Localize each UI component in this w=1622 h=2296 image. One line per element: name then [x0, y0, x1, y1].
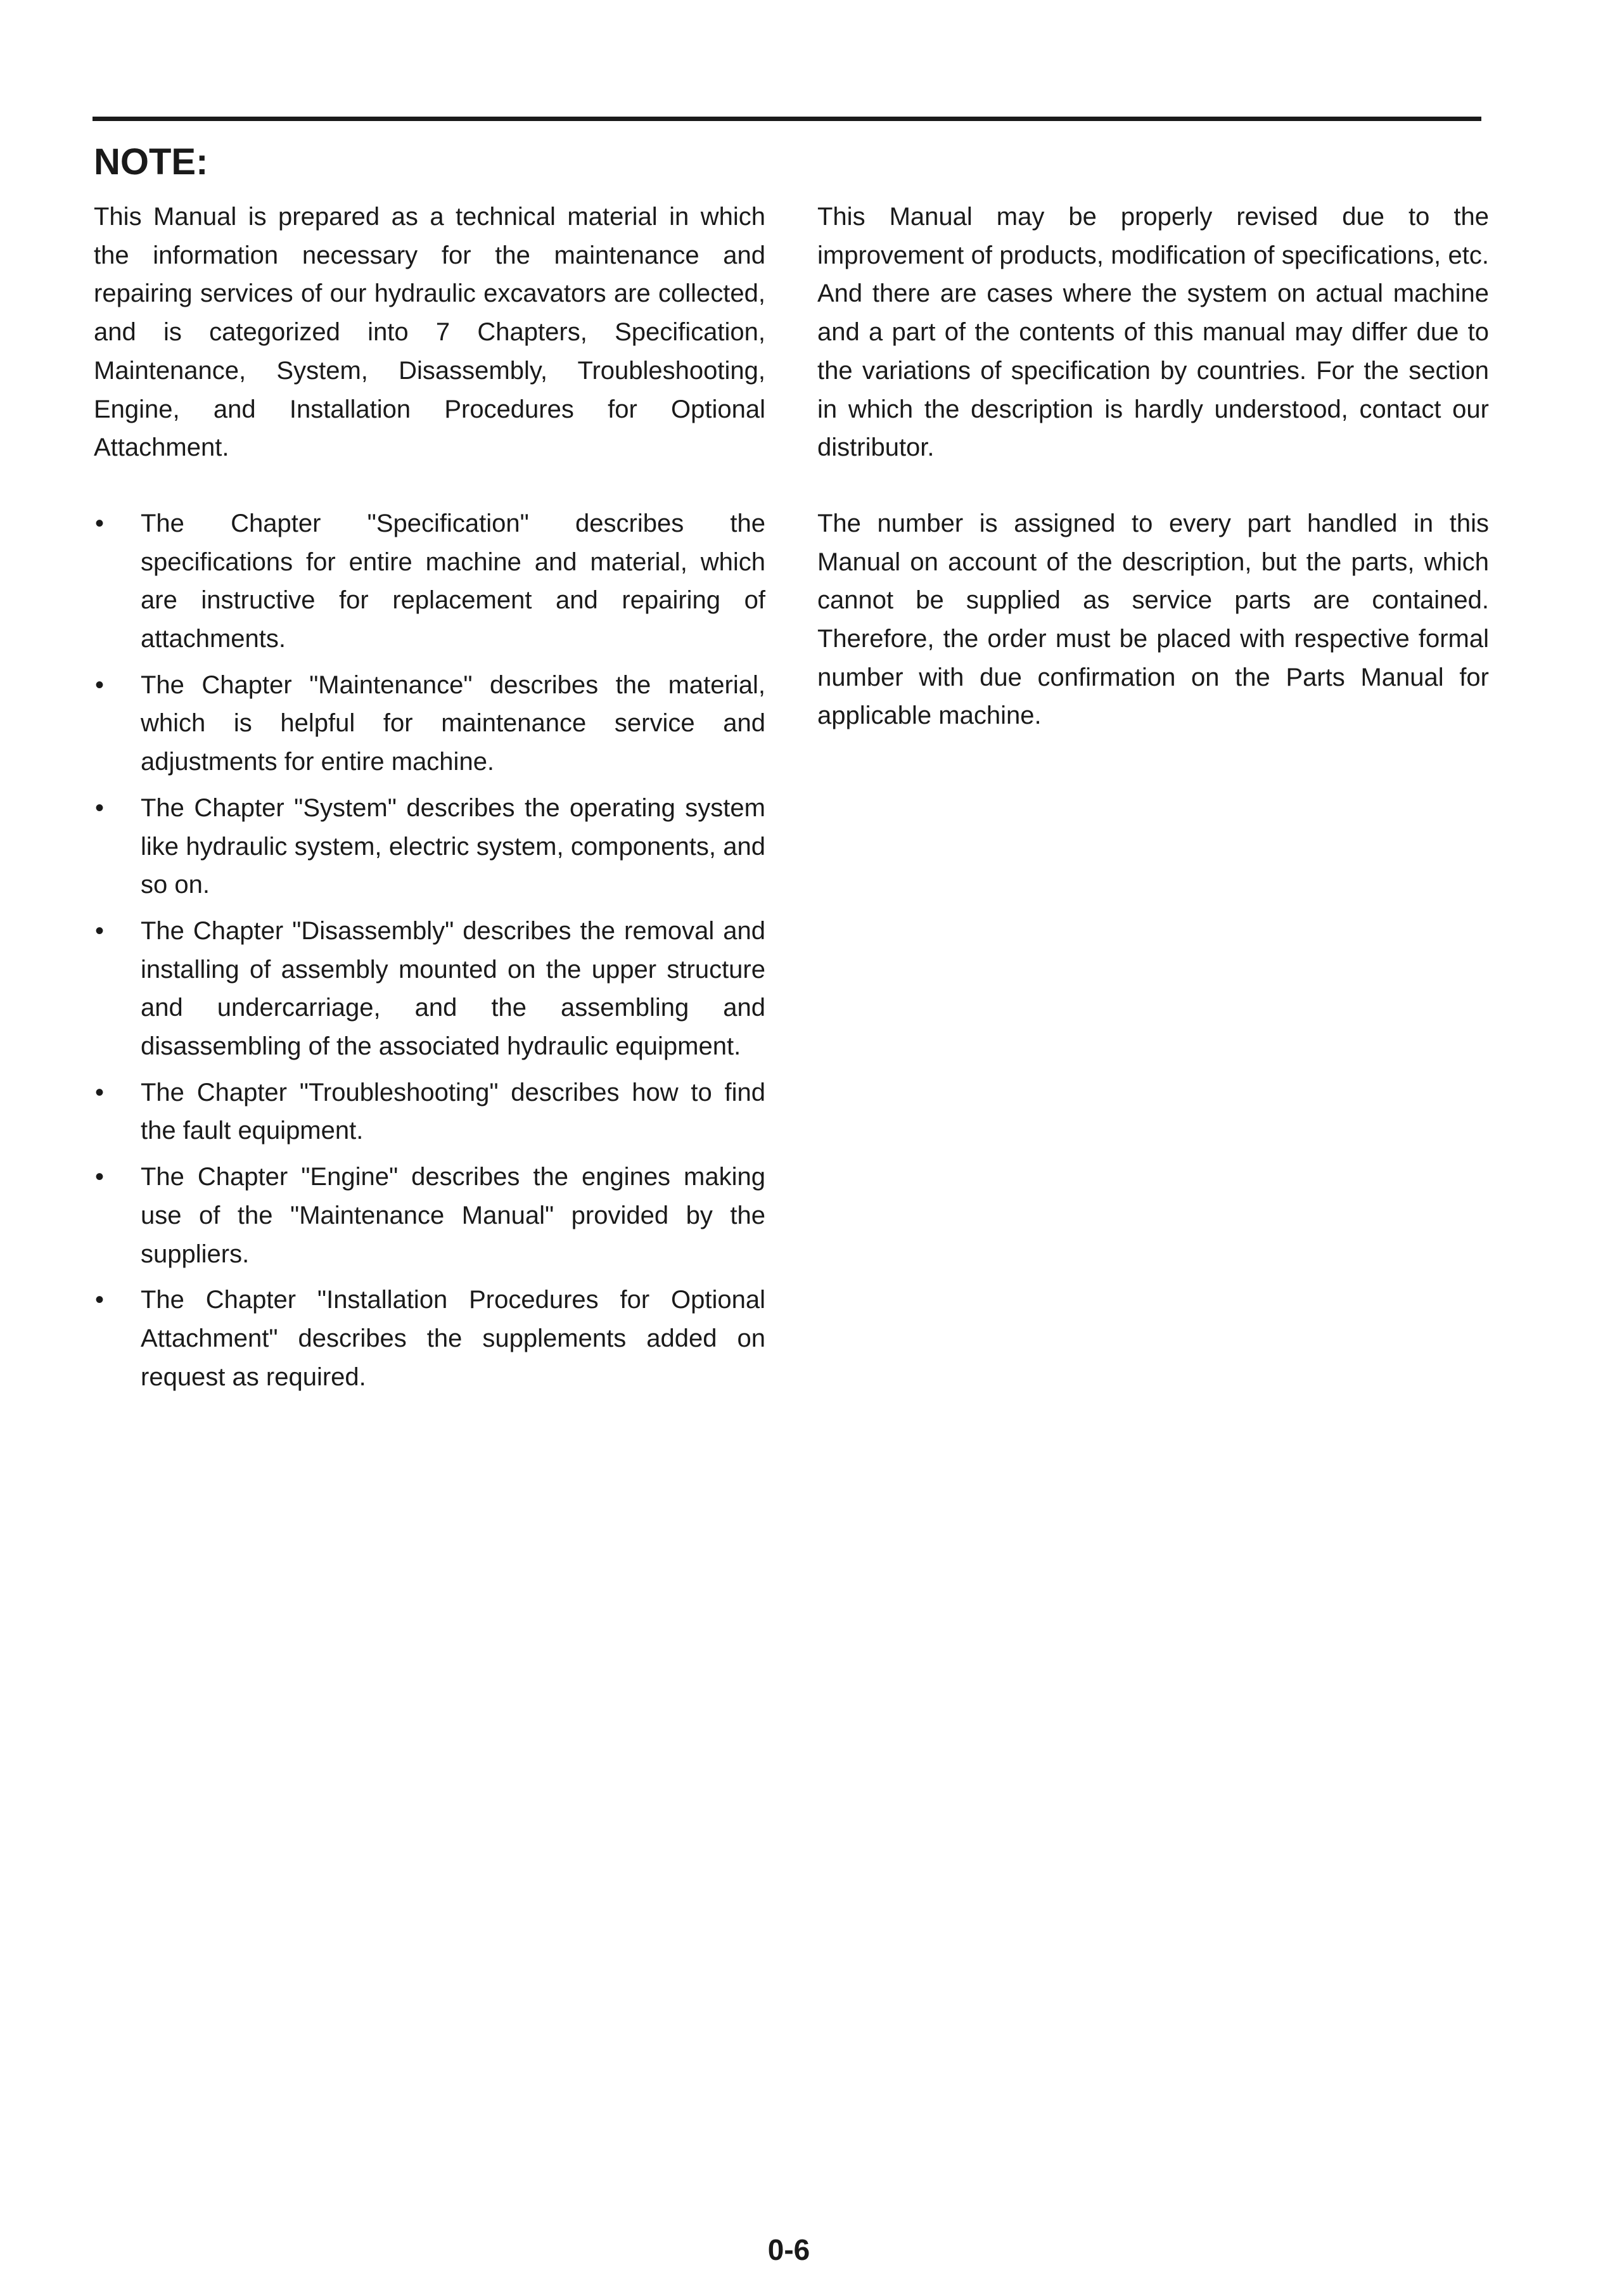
list-item-text: The Chapter "Maintenance" describes the material, which is helpful for maintenance service and adjustments for entire machine.: [141, 670, 765, 776]
right-column: [817, 198, 1489, 735]
list-item-text: The Chapter "Disassembly" describes the removal and installing of assembly mounted on the upper structure and undercarriage, and the assembling and disassembling of the associated hydraulic equipment.: [141, 916, 765, 1061]
list-item-text: The Chapter "Installation Procedures for Optional Attachment" describes the supplements added on request as required.: [141, 1286, 765, 1391]
bullet-icon: •: [95, 793, 105, 822]
list-item-text: The Chapter "Troubleshooting" describes how to find the fault equipment.: [141, 1078, 765, 1145]
list-item-text: The Chapter "System" describes the operating system like hydraulic system, electric system, components, and so on.: [141, 793, 765, 899]
list-item: [94, 1074, 765, 1150]
bullet-icon: •: [95, 916, 105, 945]
list-item: [94, 1281, 765, 1396]
list-item-text: The Chapter "Specification" describes the specifications for entire machine and material, which are instructive for replacement and repairing of attachments.: [141, 509, 765, 653]
list-item: [94, 504, 765, 658]
note-heading: NOTE:: [94, 141, 208, 183]
bullet-icon: •: [95, 1286, 105, 1314]
bullet-icon: •: [95, 670, 105, 699]
list-item-text: The Chapter "Engine" describes the engines making use of the "Maintenance Manual" provided by the suppliers.: [141, 1163, 765, 1268]
bullet-icon: •: [95, 1078, 105, 1106]
left-column: [94, 198, 765, 1404]
top-rule: [93, 117, 1481, 121]
list-item: [94, 789, 765, 904]
revision-paragraph: This Manual may be properly revised due to the improvement of products, modification of specifications, etc. And there are cases where the system on actual machine and a part of the contents of this manual may differ due to the variations of specification by countries. For the section in which the description is hardly understood, contact our distributor.: [817, 203, 1489, 462]
intro-paragraph: This Manual is prepared as a technical material in which the information necessary for the maintenance and repairing services of our hydraulic excavators are collected, and is categorized into 7 Chapters, Specification, Maintenance, System, Disassembly, Troubleshooting, Engine, and Installation Procedures for Optional Attachment.: [94, 203, 765, 462]
parts-number-paragraph: The number is assigned to every part handled in this Manual on account of the description, but the parts, which cannot be supplied as service parts are contained. Therefore, the order must be placed with respective formal number with due confirmation on the Parts Manual for applicable machine.: [817, 509, 1489, 730]
list-item: [94, 912, 765, 1066]
bullet-icon: •: [95, 1163, 105, 1191]
list-item: [94, 1158, 765, 1273]
bullet-icon: •: [95, 509, 105, 537]
chapter-list: [94, 504, 765, 1396]
page-number: 0-6: [767, 2233, 810, 2266]
list-item: [94, 666, 765, 781]
